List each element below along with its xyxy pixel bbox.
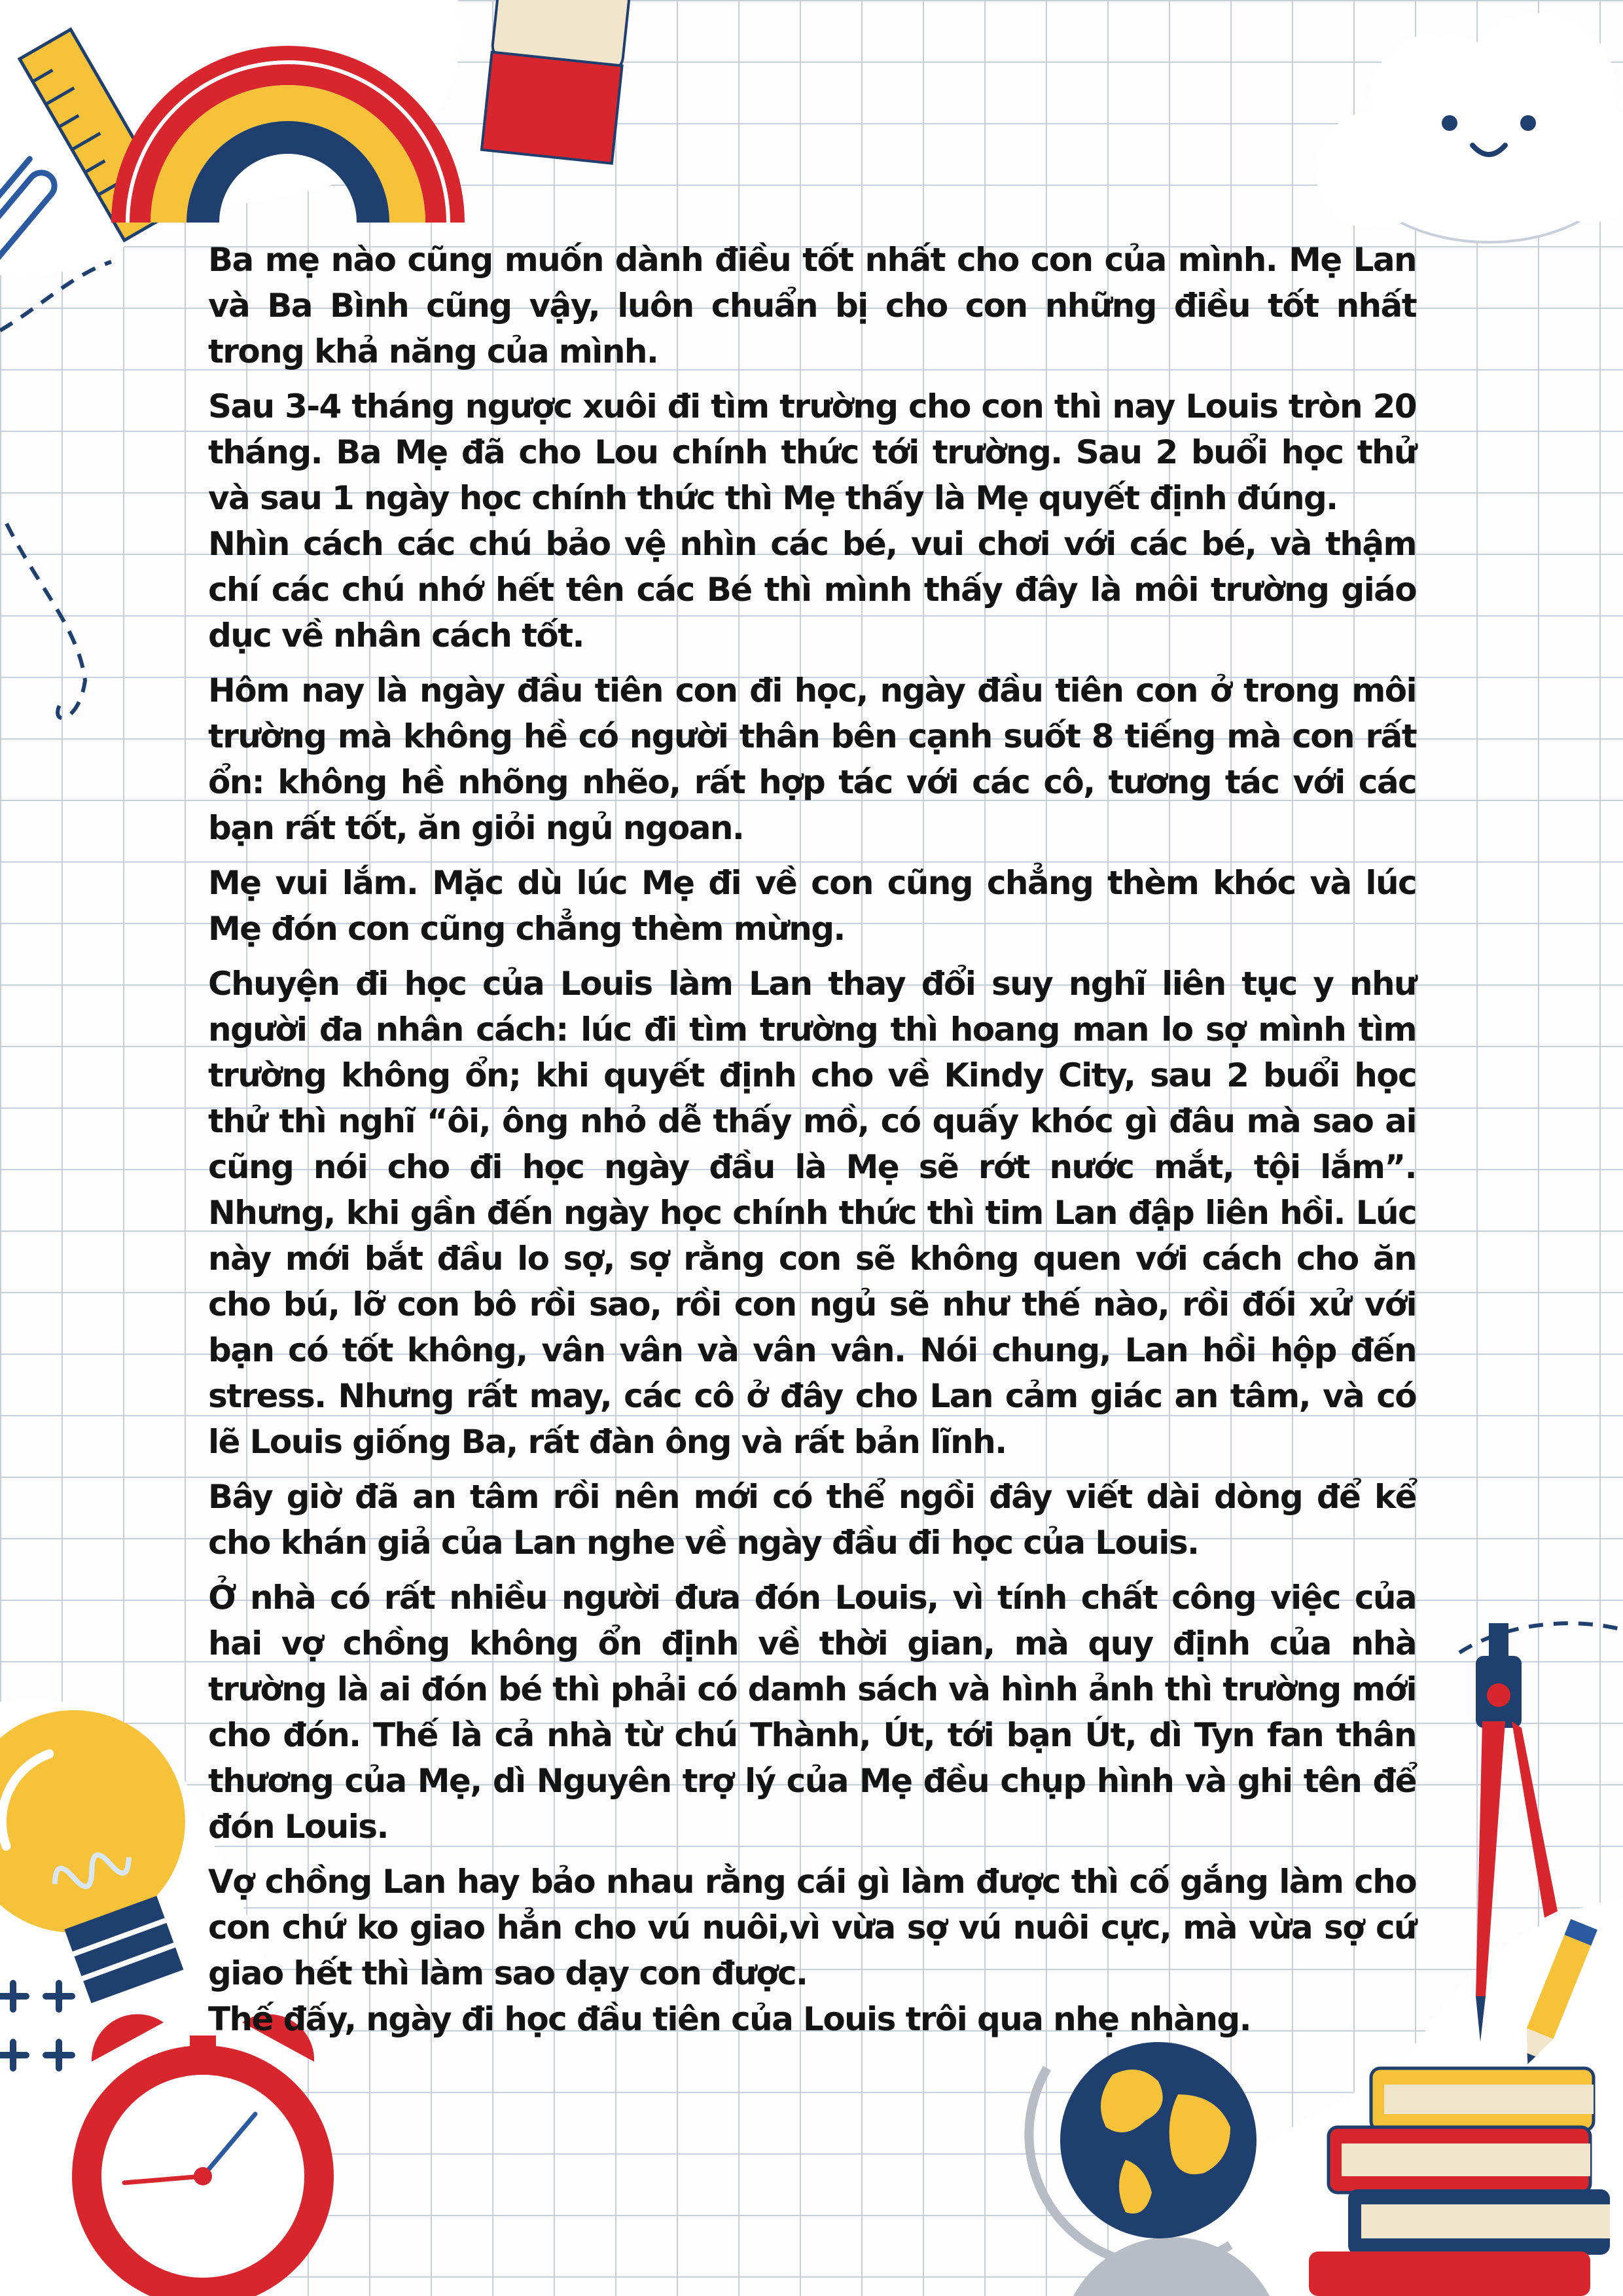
dashed-line-right [1459,1623,1623,1653]
paragraph-10: Thế đấy, ngày đi học đầu tiên của Louis trôi qua nhẹ nhàng. [208,2000,1251,2038]
paragraph-9: Vợ chồng Lan hay bảo nhau rằng cái gì làm được thì cố gắng làm cho con chứ ko giao hẳn cho vú nuôi,vì vừa sợ vú nuôi cực, mà vừa sợ cứ giao hết thì làm sao dạy con được. [208,1863,1416,1992]
paragraph-2: Sau 3-4 tháng ngược xuôi đi tìm trường cho con thì nay Louis tròn 20 tháng. Ba Mẹ đã cho Lou chính thức tới trường. Sau 2 buổi học thử và sau 1 ngày học chính thức thì Mẹ thấy là Mẹ quyết định đúng. [208,387,1416,517]
paragraph-8: Ở nhà có rất nhiều người đưa đón Louis, vì tính chất công việc của hai vợ chồng không ổn định về thời gian, mà quy định của nhà trường là ai đón bé thì phải có damh sách và hình ảnh thì trường mới cho đón. Thế là cả nhà từ chú Thành, Út, tới bạn Út, dì Tyn fan thân thương của Mẹ, dì Nguyên trợ lý của Mẹ đều chụp hình và ghi tên để đón Louis. [208,1579,1416,1846]
globe-icon [1029,2042,1270,2296]
paragraph-3: Nhìn cách các chú bảo vệ nhìn các bé, vui chơi với các bé, và thậm chí các chú nhớ hết tên các Bé thì mình thấy đây là môi trường giáo dục về nhân cách tốt. [208,525,1416,655]
paragraph-7: Bây giờ đã an tâm rồi nên mới có thể ngồi đây viết dài dòng để kể cho khán giả của Lan nghe về ngày đầu đi học của Louis. [208,1478,1416,1562]
eraser-icon [482,0,630,164]
paragraph-6: Chuyện đi học của Louis làm Lan thay đổi suy nghĩ liên tục y như người đa nhân cách: lúc đi tìm trường thì hoang man lo sợ mình tìm trường không ổn; khi quyết định cho về Kindy City, sau 2 buổi học thử thì nghĩ “ôi, ông nhỏ dễ thấy mồ, có quấy khóc gì đâu mà sao ai cũng nói cho đi học ngày đầu là Mẹ sẽ rớt nước mắt, tội lắm”. Nhưng, khi gần đến ngày học chính thức thì tim Lan đập liên hồi. Lúc này mới bắt đầu lo sợ, sợ rằng con sẽ không quen với cách cho ăn cho bú, lỡ con bô rồi sao, rồi con ngủ sẽ như thế nào, rồi đối xử với bạn có tốt không, vân vân và vân vân. Nói chung, Lan hồi hộp đến stress. Nhưng rất may, các cô ở đây cho Lan cảm giác an tâm, và có lẽ Louis giống Ba, rất đàn ông và rất bản lĩnh. [208,965,1416,1461]
dashed-line-left [7,524,85,718]
article-body [208,237,1416,2051]
paragraph-1: Ba mẹ nào cũng muốn dành điều tốt nhất cho con của mình. Mẹ Lan và Ba Bình cũng vậy, luôn chuẩn bị cho con những điều tốt nhất trong khả năng của mình. [208,241,1416,370]
paragraph-5: Mẹ vui lắm. Mặc dù lúc Mẹ đi về con cũng chẳng thèm khóc và lúc Mẹ đón con cũng chẳng thèm mừng. [208,864,1416,948]
paragraph-4: Hôm nay là ngày đầu tiên con đi học, ngày đầu tiên con ở trong môi trường mà không hề có người thân bên cạnh suốt 8 tiếng mà con rất ổn: không hề nhõng nhẽo, rất hợp tác với các cô, tương tác với các bạn rất tốt, ăn giỏi ngủ ngoan. [208,672,1416,847]
cloud-icon [1315,13,1623,242]
